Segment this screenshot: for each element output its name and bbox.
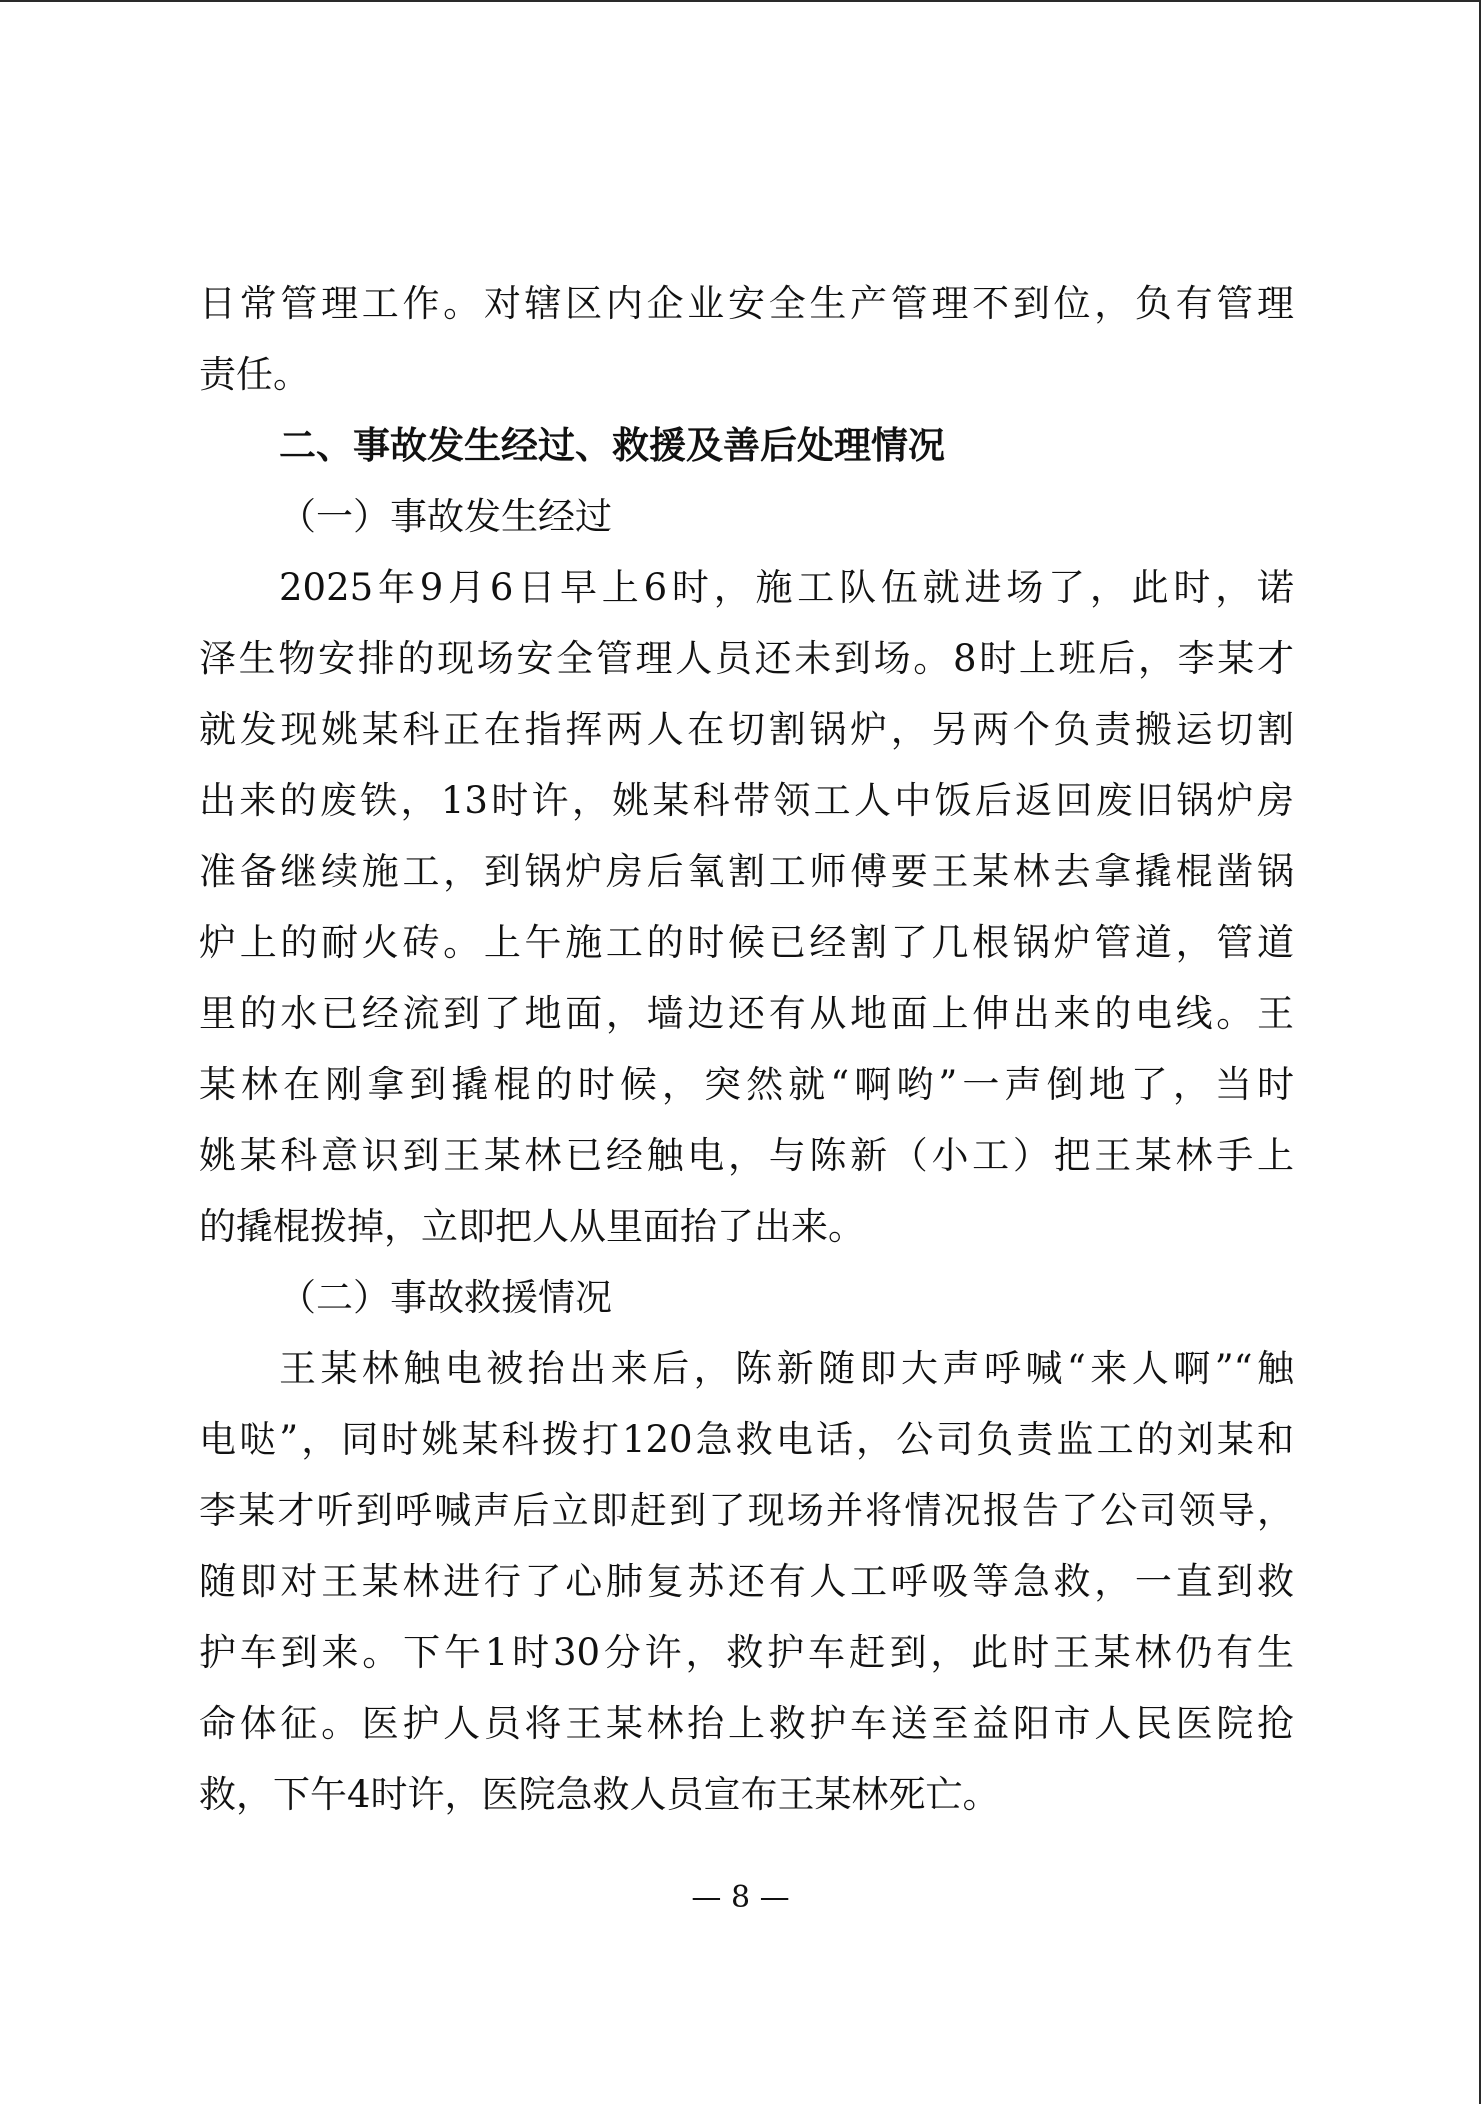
paragraph-line: 救，下午4时许，医院急救人员宣布王某林死亡。 — [199, 1773, 1000, 1816]
paragraph-line: 2025年9月6日早上6时，施工队伍就进场了，此时，诺 — [279, 566, 1294, 609]
paragraph-line: 李某才听到呼喊声后立即赶到了现场并将情况报告了公司领导， — [199, 1489, 1294, 1532]
section-heading: 二、事故发生经过、救援及善后处理情况 — [279, 424, 945, 467]
intro-line-1: 日常管理工作。对辖区内企业安全生产管理不到位，负有管理 — [199, 282, 1294, 325]
paragraph-line: 王某林触电被抬出来后，陈新随即大声呼喊“来人啊”“触 — [279, 1347, 1294, 1390]
paragraph-line: 某林在刚拿到撬棍的时候，突然就“啊哟”一声倒地了，当时 — [199, 1063, 1294, 1106]
subsection-2-title: （二）事故救援情况 — [279, 1276, 612, 1319]
paragraph-line: 随即对王某林进行了心肺复苏还有人工呼吸等急救，一直到救 — [199, 1560, 1294, 1603]
paragraph-line: 姚某科意识到王某林已经触电，与陈新（小工）把王某林手上 — [199, 1134, 1294, 1177]
paragraph-line: 就发现姚某科正在指挥两人在切割锅炉，另两个负责搬运切割 — [199, 708, 1294, 751]
subsection-1-title: （一）事故发生经过 — [279, 495, 612, 538]
paragraph-line: 炉上的耐火砖。上午施工的时候已经割了几根锅炉管道，管道 — [199, 921, 1294, 964]
paragraph-line: 护车到来。下午1时30分许，救护车赶到，此时王某林仍有生 — [199, 1631, 1294, 1674]
page-number: — 8 — — [691, 1880, 790, 1915]
paragraph-line: 泽生物安排的现场安全管理人员还未到场。8时上班后，李某才 — [199, 637, 1294, 680]
paragraph-line: 命体征。医护人员将王某林抬上救护车送至益阳市人民医院抢 — [199, 1702, 1294, 1745]
paragraph-line: 出来的废铁，13时许，姚某科带领工人中饭后返回废旧锅炉房 — [199, 779, 1294, 822]
paragraph-line: 电哒”，同时姚某科拨打120急救电话，公司负责监工的刘某和 — [199, 1418, 1294, 1461]
paragraph-line: 的撬棍拨掉，立即把人从里面抬了出来。 — [199, 1205, 865, 1248]
intro-line-2: 责任。 — [199, 353, 310, 396]
paragraph-line: 里的水已经流到了地面，墙边还有从地面上伸出来的电线。王 — [199, 992, 1294, 1035]
paragraph-line: 准备继续施工，到锅炉房后氧割工师傅要王某林去拿撬棍凿锅 — [199, 850, 1294, 893]
